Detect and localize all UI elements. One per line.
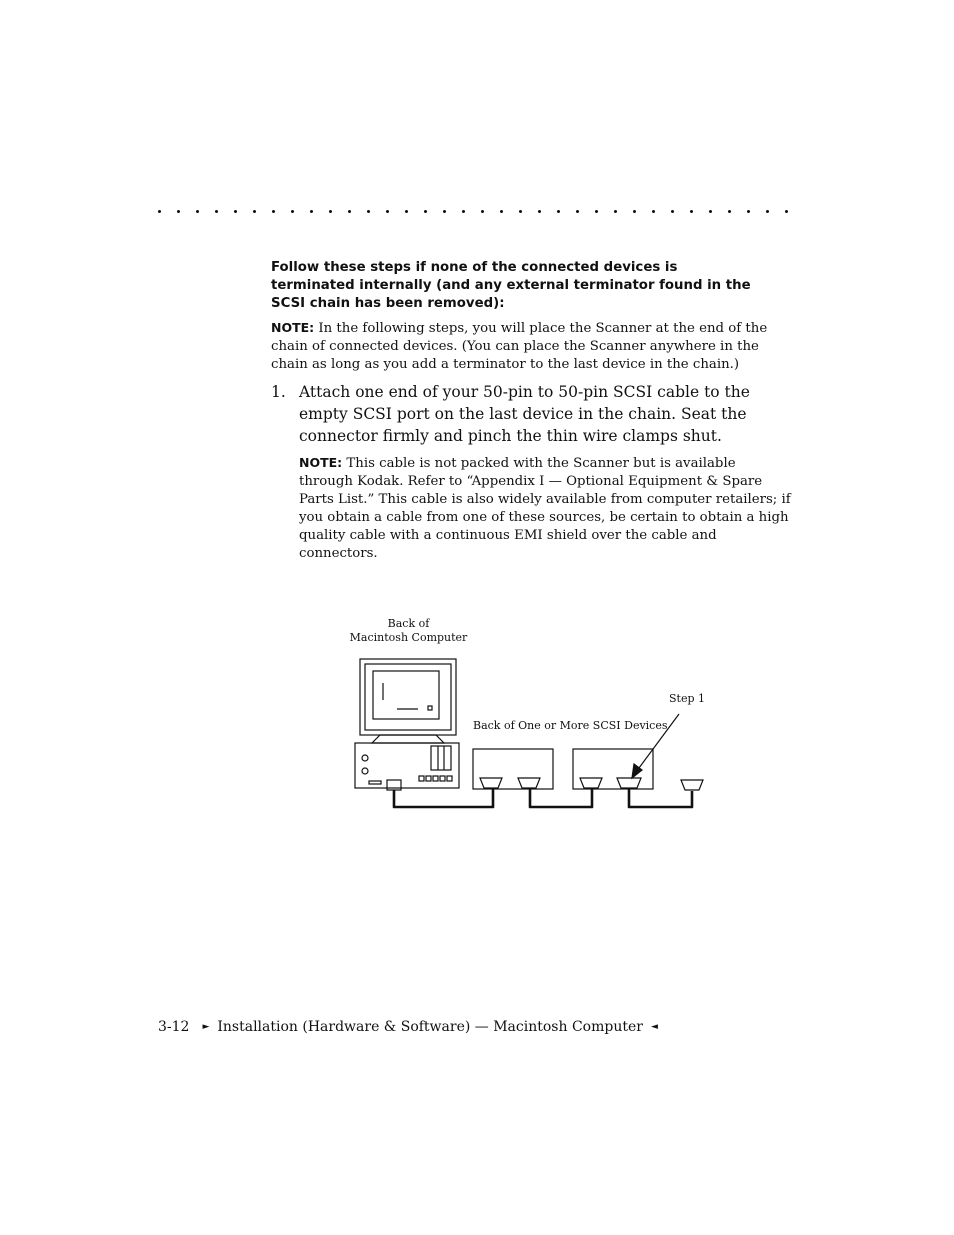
- page-footer: [158, 1017, 658, 1037]
- label-step-1: Step 1: [669, 692, 706, 705]
- scsi-cable-2: [530, 789, 592, 807]
- step-1: [271, 381, 791, 447]
- scsi-chain-diagram: [340, 612, 720, 817]
- note-placement: [271, 319, 791, 374]
- step-number: 1.: [271, 383, 286, 401]
- monitor-stand: [372, 735, 444, 743]
- footer-title: Installation (Hardware & Software) — Macintosh Computer: [217, 1019, 643, 1035]
- page-number: 3-12: [158, 1019, 190, 1035]
- loose-cable-connector: [681, 780, 703, 790]
- step-text: Attach one end of your 50-pin to 50-pin SCSI cable to the empty SCSI port on the last device in the chain. Seat the connector firmly and pinch the thin wire clamps shut.: [299, 383, 750, 445]
- section-heading: Follow these steps if none of the connected devices is terminated internally (and any external terminator found in the SCSI chain has been removed):: [271, 260, 751, 311]
- scsi-cable-3: [629, 789, 692, 807]
- arrow-left-icon: ◄: [650, 1022, 658, 1032]
- note-label: NOTE:: [299, 455, 343, 470]
- note-text: This cable is not packed with the Scanner but is available through Kodak. Refer to “Appendix I — Optional Equipment & Spare Parts List.” This cable is also widely available from computer retailers; if you obtain a cable from one of these sources, be certain to obtain a high quality cable with a continuous EMI shield over the cable and connectors.: [299, 456, 791, 561]
- note-label: NOTE:: [271, 320, 315, 335]
- label-macintosh: Back of Macintosh Computer: [349, 617, 468, 644]
- note-text: In the following steps, you will place the Scanner at the end of the chain of connected devices. (You can place the Scanner anywhere in the chain as long as you add a terminator to the last device in the chain.): [271, 321, 768, 372]
- dotted-rule: [158, 203, 788, 219]
- label-scsi-devices: Back of One or More SCSI Devices: [473, 719, 668, 732]
- arrow-right-icon: ►: [202, 1022, 210, 1032]
- scsi-device-1: [473, 749, 553, 789]
- note-cable: [299, 454, 791, 563]
- scsi-cable-1: [394, 789, 493, 807]
- monitor-bezel: [365, 664, 451, 730]
